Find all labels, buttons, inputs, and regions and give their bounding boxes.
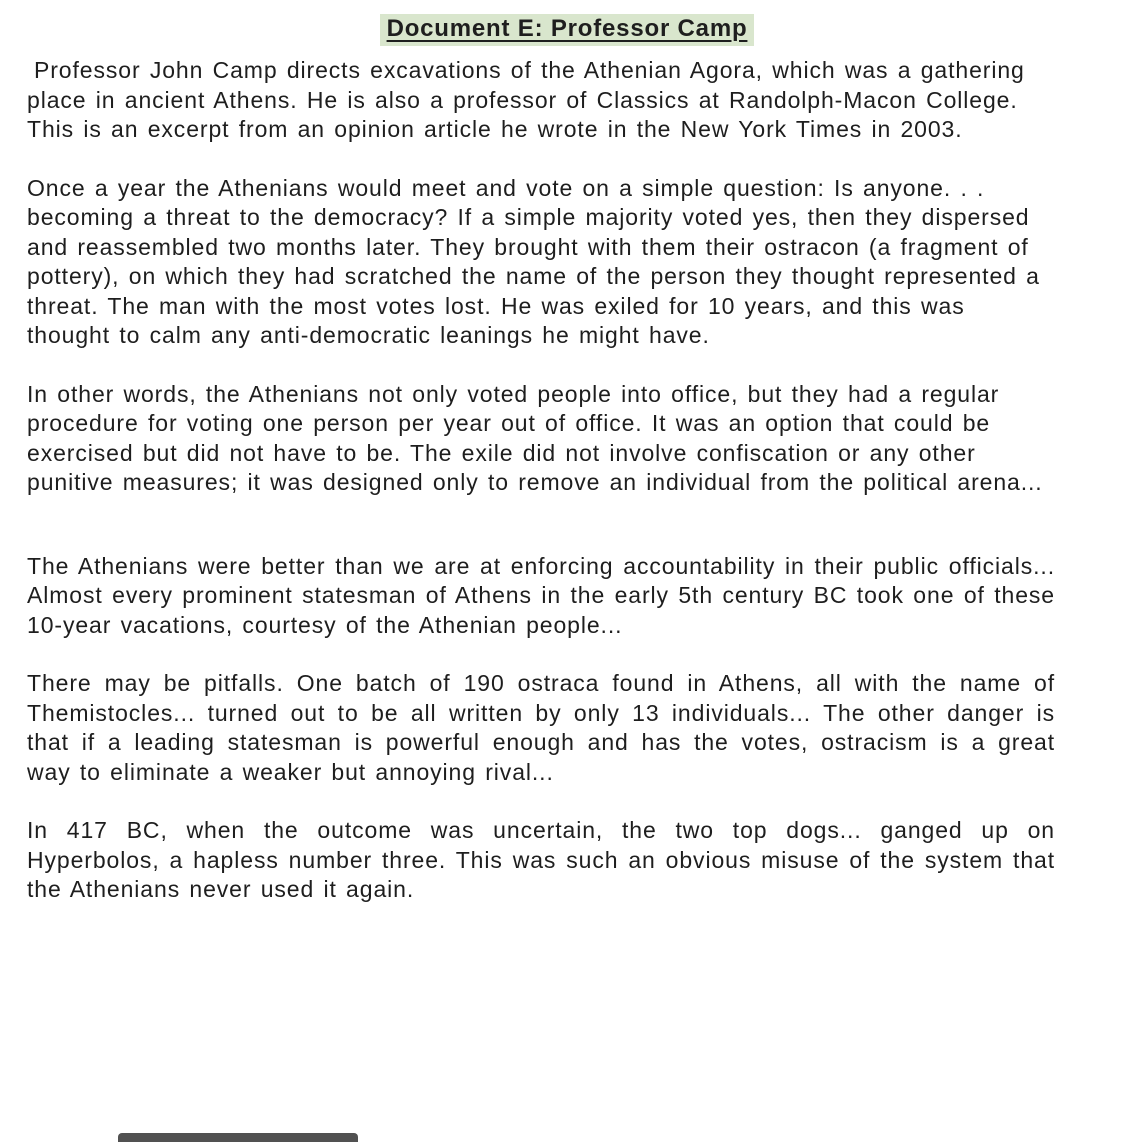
partial-next-element: [118, 1133, 358, 1142]
title-row: [0, 0, 1134, 46]
paragraph-hyperbolos: In 417 BC, when the outcome was uncertain, the two top dogs... ganged up on Hyperbolos, a hapless number three. This was such an obvious misuse of the system that the Athenians never used it again.: [27, 817, 1055, 902]
paragraph-ostracism-vote: Once a year the Athenians would meet and vote on a simple question: Is anyone. . . becoming a threat to the democracy? If a simple majority voted yes, then they dispersed and reassembled two months later. They brought with them their ostracon (a fragment of pottery), on which they had scratched the name of the person they thought represented a threat. The man with the most votes lost. He was exiled for 10 years, and this was thought to calm any anti-democratic leanings he might have.: [27, 174, 1040, 348]
paragraph-pitfalls: There may be pitfalls. One batch of 190 ostraca found in Athens, all with the name of Themistocles... turned out to be all written by only 13 individuals... The other danger is that if a leading statesman is powerful enough and has the votes, ostracism is a great way to eliminate a weaker but annoying rival...: [27, 670, 1055, 785]
paragraph-source-note: Professor John Camp directs excavations of the Athenian Agora, which was a gathering place in ancient Athens. He is also a professor of Classics at Randolph-Macon College. This is an excerpt from an opinion article he wrote in the New York Times in 2003.: [27, 57, 1025, 142]
paragraph-voting-out-of-office: In other words, the Athenians not only voted people into office, but they had a regular procedure for voting one person per year out of office. It was an option that could be exercised but did not have to be. The exile did not involve confiscation or any other punitive measures; it was designed only to remove an individual from the political arena...: [27, 380, 1043, 495]
document-title: Document E: Professor Camp: [380, 14, 755, 46]
paragraph-accountability: The Athenians were better than we are at enforcing accountability in their public officials... Almost every prominent statesman of Athens in the early 5th century BC took one of these 10-year vacations, courtesy of the Athenian people...: [27, 552, 1055, 638]
